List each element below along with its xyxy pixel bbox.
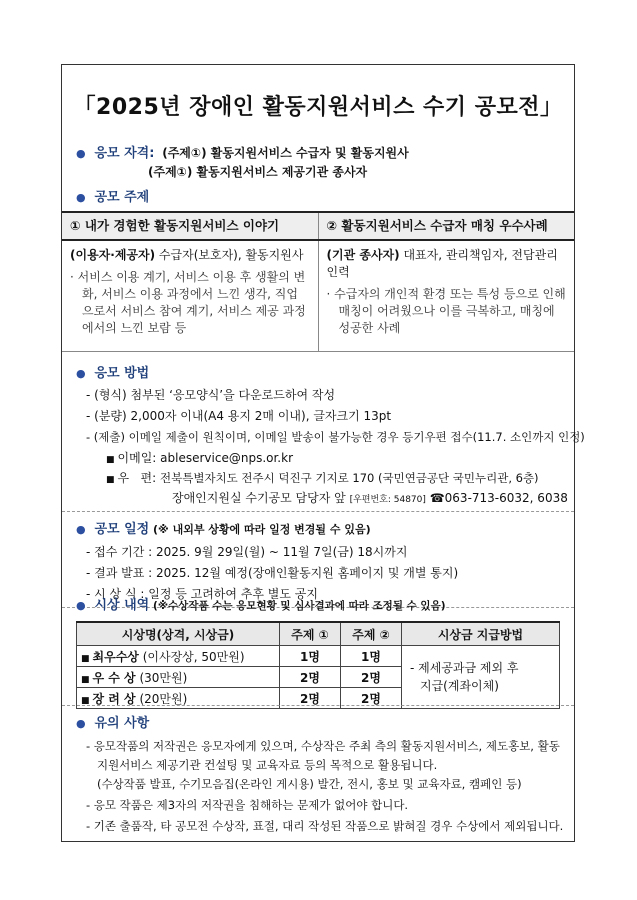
award-name: 장 려 상 (92, 691, 136, 706)
square-bullet-icon: ■ (106, 475, 115, 485)
square-bullet-icon: ■ (81, 674, 90, 685)
bullet-icon: ● (76, 599, 86, 612)
schedule-note: (※ 내외부 상황에 따라 일정 변경될 수 있음) (153, 523, 371, 536)
method-item-3: - (제출) 이메일 제출이 원칙이며, 이메일 발송이 불가능한 경우 등기우편 접수(11.7. 소인까지 인정) (86, 430, 585, 444)
email-row (106, 450, 293, 468)
topic-2-cell (319, 241, 575, 351)
method-heading-row (76, 365, 149, 382)
method-heading: 응모 방법 (94, 366, 150, 381)
schedule-heading-row (76, 521, 371, 538)
notice-frame (61, 64, 585, 842)
notice-item-4: - 응모 작품은 제3자의 저작권을 침해하는 문제가 없어야 합니다. (86, 798, 409, 812)
email-address[interactable]: ableservice@nps.or.kr (160, 451, 294, 465)
bullet-icon: ● (76, 191, 86, 204)
topic-2-who: 대표자, 관리책임자, 전담관리인력 (326, 248, 558, 279)
award-name: 최우수상 (92, 649, 139, 664)
awards-header-payment: 시상금 지급방법 (402, 622, 560, 646)
payment-line-1: - 제세공과금 제외 후 (410, 661, 519, 675)
topic-1-who-label: (이용자·제공자) (70, 248, 156, 262)
postcode: [우편번호: 54870] (349, 495, 426, 505)
topic-2-who-label: (기관 종사자) (326, 248, 400, 262)
email-label: 이메일: (117, 451, 157, 465)
awards-heading: 시상 내역 (94, 598, 150, 613)
notice-item-2: 지원서비스 제공기관 컨설팅 및 교육자료 등의 목적으로 활용됩니다. (86, 758, 438, 772)
notice-heading: 유의 사항 (94, 716, 150, 731)
schedule-heading: 공모 일정 (94, 522, 150, 537)
topic-1-who: 수급자(보호자), 활동지원사 (158, 248, 304, 262)
topics-heading: 공모 주제 (94, 190, 150, 205)
topic-2-title: ② 활동지원서비스 수급자 매칭 우수사례 (326, 218, 548, 233)
payment-line-2: 지급(계좌이체) (420, 679, 499, 693)
notice-item-1: - 응모작품의 저작권은 응모자에게 있으며, 수상작은 주최 측의 활동지원서비스, 제도홍보, 활동 (86, 739, 560, 753)
award-detail: (이사장상, 50만원) (142, 649, 245, 664)
bullet-icon: ● (76, 717, 86, 730)
square-bullet-icon: ■ (106, 455, 115, 465)
topic-2-desc: · 수급자의 개인적 환경 또는 특성 등으로 인해 매칭이 어려웠으나 이를 극복하고, 매칭에 성공한 사례 (326, 287, 566, 335)
award-payment (402, 646, 560, 709)
award-name: 우 수 상 (92, 670, 136, 685)
topics-heading-row (76, 189, 149, 206)
square-bullet-icon: ■ (81, 653, 90, 664)
eligibility-line-1: (주제①) 활동지원서비스 수급자 및 활동지원사 (162, 146, 409, 160)
phone: ☎063-713-6032, 6038 (429, 491, 568, 505)
post-recipient: 장애인지원실 수기공모 담당자 앞 (172, 491, 346, 505)
eligibility-line-2: (주제①) 활동지원서비스 제공기관 종사자 (148, 165, 368, 179)
topic-1-cell (62, 241, 319, 351)
awards-header-t1: 주제 ① (280, 622, 341, 646)
post-row-2 (172, 490, 568, 508)
post-row (106, 470, 539, 488)
award-count-t1: 2명 (280, 688, 341, 709)
divider (62, 705, 574, 706)
eligibility-heading: 응모 자격: (94, 146, 155, 161)
award-count-t2: 2명 (341, 688, 402, 709)
award-detail: (20만원) (139, 691, 188, 706)
awards-header-name: 시상명(상격, 시상금) (77, 622, 280, 646)
method-item-1: - (형식) 첨부된 ‘응모양식’을 다운로드하여 작성 (86, 388, 336, 402)
table-row (77, 646, 560, 667)
topic-1-desc: · 서비스 이용 계기, 서비스 이용 후 생활의 변화, 서비스 이용 과정에서 느낀 생각, 직업으로서 서비스 참여 계기, 서비스 제공 과정에서의 느낀 보람 등 (70, 270, 306, 335)
topics-table (62, 211, 574, 352)
eligibility-row (76, 145, 409, 162)
award-count-t1: 1명 (280, 646, 341, 667)
square-bullet-icon: ■ (81, 695, 90, 706)
schedule-item-3: - 시 상 식 : 일정 등 고려하여 추후 별도 공지 (86, 587, 318, 601)
award-count-t1: 2명 (280, 667, 341, 688)
schedule-item-1: - 접수 기간 : 2025. 9월 29일(월) ~ 11월 7일(금) 18시까지 (86, 545, 408, 559)
divider (62, 511, 574, 512)
post-address: 전북특별자치도 전주시 덕진구 기지로 170 (국민연금공단 국민누리관, 6층) (160, 471, 539, 485)
awards-header-t2: 주제 ② (341, 622, 402, 646)
award-detail: (30만원) (139, 670, 188, 685)
award-count-t2: 2명 (341, 667, 402, 688)
award-count-t2: 1명 (341, 646, 402, 667)
topic-1-title: ① 내가 경험한 활동지원서비스 이야기 (62, 213, 319, 239)
method-item-2: - (분량) 2,000자 이내(A4 용지 2매 이내), 글자크기 13pt (86, 409, 392, 423)
notice-item-3: (수상작품 발표, 수기모음집(온라인 게시용) 발간, 전시, 홍보 및 교육자료, 캠페인 등) (86, 777, 522, 791)
notice-heading-row (76, 715, 149, 732)
awards-heading-row (76, 597, 446, 614)
post-label: 우 편: (117, 471, 157, 485)
bullet-icon: ● (76, 147, 86, 160)
bullet-icon: ● (76, 367, 86, 380)
schedule-item-2: - 결과 발표 : 2025. 12월 예정(장애인활동지원 홈페이지 및 개별 통지) (86, 566, 459, 580)
page-title: 「2025년 장애인 활동지원서비스 수기 공모전」 (73, 95, 563, 120)
notice-item-5: - 기존 출품작, 타 공모전 수상작, 표절, 대리 작성된 작품으로 밝혀질 경우 수상에서 제외됩니다. (86, 819, 564, 833)
awards-note: (※수상작품 수는 응모현황 및 심사결과에 따라 조정될 수 있음) (153, 600, 446, 612)
awards-table (76, 621, 560, 709)
bullet-icon: ● (76, 523, 86, 536)
